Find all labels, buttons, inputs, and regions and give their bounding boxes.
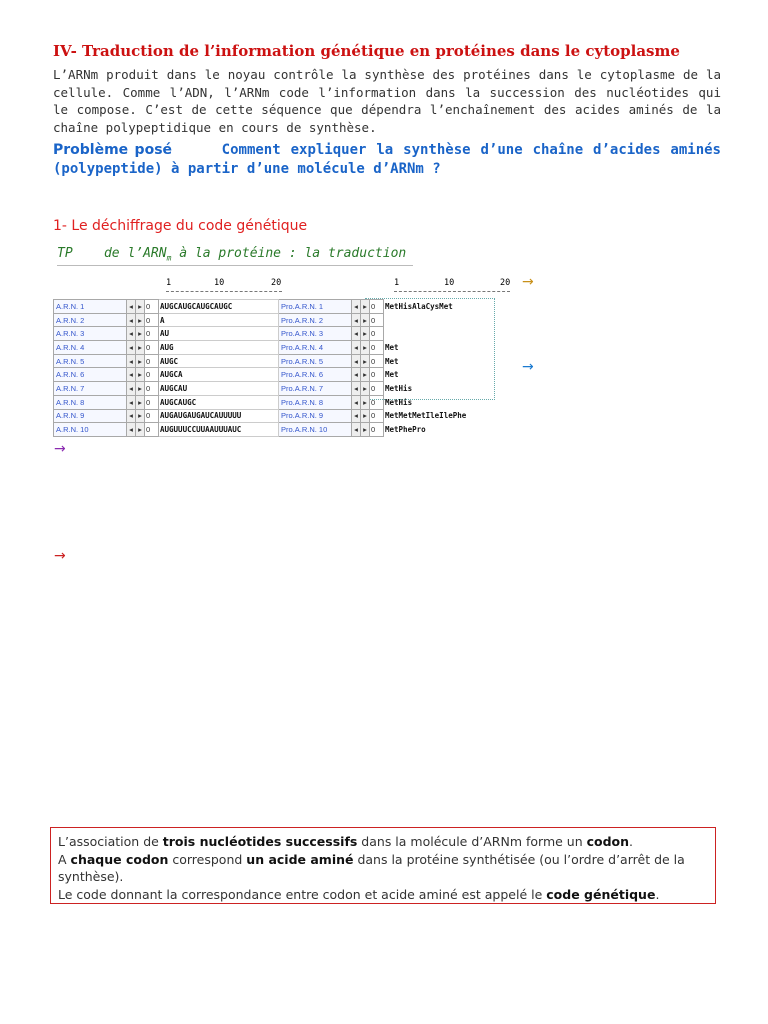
ruler-tick-20: 20 [500,278,511,288]
table-row [54,395,482,409]
text: A [58,851,71,867]
bold-text: trois nucléotides successifs [162,834,358,849]
text: correspond [168,851,247,867]
table-row [54,382,482,396]
subsection-title: 1- Le déchiffrage du code génétique [53,218,308,234]
scroll-left-button[interactable]: ◂ [352,327,361,341]
table-row [54,341,482,355]
tp-subscript: m [166,253,172,263]
protein-sequence: MetHisAlaCysMet [385,301,453,311]
scroll-left-button[interactable]: ◂ [127,327,136,341]
protein-sequence: MetMetMetIleIlePhe [385,411,467,421]
scroll-left-button[interactable]: ◂ [352,368,361,382]
arrow-icon: → [54,441,66,457]
position-value: 0 [370,382,384,396]
rna-sequence-field[interactable]: AUGCA [159,368,279,382]
position-value: 0 [145,300,159,314]
rna-sequence-field[interactable]: AUG [159,341,279,355]
rna-sequence-field[interactable]: AUGUUUCCUUAAUUUAUC [159,423,279,437]
protein-label: Pro.A.R.N. 6 [279,368,352,382]
ruler-tick-10: 10 [444,278,455,288]
rna-sequence-field[interactable]: A [159,313,279,327]
tp-text-after: à la protéine : la traduction [171,246,407,261]
text: . [629,834,634,849]
scroll-right-button[interactable]: ▸ [136,423,145,437]
scroll-right-button[interactable]: ▸ [361,423,370,437]
ruler-tick-20: 20 [271,278,282,288]
rna-sequence-field[interactable]: AU [159,327,279,341]
ruler-tick-1: 1 [166,278,172,288]
scroll-left-button[interactable]: ◂ [127,368,136,382]
arrow-icon: → [522,274,534,290]
ruler-right [394,278,510,290]
scroll-right-button[interactable]: ▸ [136,341,145,355]
position-value: 0 [370,341,384,355]
scroll-left-button[interactable]: ◂ [352,409,361,423]
scroll-right-button[interactable]: ▸ [361,327,370,341]
problem-label: Problème posé [53,142,173,158]
scroll-left-button[interactable]: ◂ [127,409,136,423]
protein-label: Pro.A.R.N. 10 [279,423,352,437]
text: Le code donnant la correspondance entre codon et acide aminé est appelé le [58,886,547,902]
scroll-left-button[interactable]: ◂ [352,313,361,327]
scroll-right-button[interactable]: ▸ [136,313,145,327]
scroll-right-button[interactable]: ▸ [361,382,370,396]
position-value: 0 [370,368,384,382]
conclusion-box [50,827,716,904]
protein-label: Pro.A.R.N. 2 [279,313,352,327]
scroll-left-button[interactable]: ◂ [352,423,361,437]
scroll-left-button[interactable]: ◂ [127,341,136,355]
rna-label: A.R.N. 3 [54,327,127,341]
rna-sequence-field[interactable]: AUGCAUGCAUGCAUGC [159,300,279,314]
protein-label: Pro.A.R.N. 3 [279,327,352,341]
scroll-left-button[interactable]: ◂ [127,300,136,314]
protein-sequence: Met [385,356,399,366]
position-value: 0 [370,300,384,314]
position-value: 0 [370,354,384,368]
protein-label: Pro.A.R.N. 8 [279,395,352,409]
conclusion-line-2 [58,851,708,886]
problem-question: Comment expliquer la synthèse d’une chaîne d’acides aminés (polypeptide) à partir d’une molécule d’ARNm ? [53,142,721,177]
conclusion-line-1 [58,833,708,851]
text: dans la molécule d’ARNm forme un [357,834,587,849]
position-value: 0 [145,313,159,327]
position-value: 0 [145,395,159,409]
arrow-icon: → [522,359,534,375]
protein-sequence [384,313,482,327]
protein-label: Pro.A.R.N. 4 [279,341,352,355]
ruler-tick-1: 1 [394,278,400,288]
rna-label: A.R.N. 5 [54,354,127,368]
scroll-right-button[interactable]: ▸ [361,354,370,368]
arrow-icon: → [54,548,66,564]
position-value: 0 [145,423,159,437]
protein-sequence: MetHis [385,397,413,407]
bold-text: codon [586,834,630,849]
table-row [54,313,482,327]
table-row [54,354,482,368]
protein-sequence: MetHis [385,383,413,393]
scroll-right-button[interactable]: ▸ [136,368,145,382]
ruler-left [166,278,280,290]
scroll-left-button[interactable]: ◂ [127,423,136,437]
position-value: 0 [145,327,159,341]
scroll-right-button[interactable]: ▸ [361,368,370,382]
table-row [54,423,482,437]
position-value: 0 [145,382,159,396]
scroll-right-button[interactable]: ▸ [361,409,370,423]
ruler-right-line [394,291,510,293]
protein-sequence: Met [385,370,399,380]
rna-sequence-field[interactable]: AUGCAU [159,382,279,396]
section-title: IV- Traduction de l’information génétique en protéines dans le cytoplasme [53,42,680,60]
position-value: 0 [145,341,159,355]
conclusion-line-3 [58,886,708,904]
text: dans la protéine synthétisée (ou l’ordre d’arrêt de la synthèse). [58,851,685,884]
protein-label: Pro.A.R.N. 7 [279,382,352,396]
scroll-left-button[interactable]: ◂ [352,300,361,314]
ruler-tick-10: 10 [214,278,225,288]
scroll-right-button[interactable]: ▸ [361,313,370,327]
rna-label: A.R.N. 6 [54,368,127,382]
scroll-left-button[interactable]: ◂ [127,313,136,327]
scroll-right-button[interactable]: ▸ [361,341,370,355]
scroll-right-button[interactable]: ▸ [361,300,370,314]
scroll-right-button[interactable]: ▸ [136,354,145,368]
bold-text: chaque codon [70,851,169,867]
text: L’association de [58,834,163,849]
rna-label: A.R.N. 7 [54,382,127,396]
tp-underline [57,265,413,266]
scroll-left-button[interactable]: ◂ [352,341,361,355]
scroll-left-button[interactable]: ◂ [352,395,361,409]
scroll-right-button[interactable]: ▸ [136,300,145,314]
protein-sequence [384,327,482,341]
scroll-left-button[interactable]: ◂ [127,395,136,409]
scroll-left-button[interactable]: ◂ [127,354,136,368]
table-row [54,409,482,423]
tp-title [57,246,406,263]
position-value: 0 [370,395,384,409]
scroll-right-button[interactable]: ▸ [136,382,145,396]
table-row [54,327,482,341]
rna-sequence-field[interactable]: AUGC [159,354,279,368]
scroll-right-button[interactable]: ▸ [361,395,370,409]
protein-label: Pro.A.R.N. 5 [279,354,352,368]
rna-sequence-field[interactable]: AUGCAUGC [159,395,279,409]
bold-text: un acide aminé [246,851,354,867]
scroll-left-button[interactable]: ◂ [352,382,361,396]
protein-sequence: MetPhePro [385,425,426,435]
table-row [54,300,482,314]
scroll-left-button[interactable]: ◂ [127,382,136,396]
rna-label: A.R.N. 4 [54,341,127,355]
position-value: 0 [370,423,384,437]
scroll-right-button[interactable]: ▸ [136,327,145,341]
table-row [54,368,482,382]
position-value: 0 [370,409,384,423]
scroll-left-button[interactable]: ◂ [352,354,361,368]
rna-label: A.R.N. 1 [54,300,127,314]
problem-statement [53,141,721,178]
rna-label: A.R.N. 8 [54,395,127,409]
protein-sequence: Met [385,342,399,352]
bold-text: code génétique [546,886,656,902]
rna-label: A.R.N. 9 [54,409,127,423]
intro-paragraph: L’ARNm produit dans le noyau contrôle la synthèse des protéines dans le cytoplasme de la cellule. Comme l’ADN, l’ARNm code l’information dans la succession des nucléotides qui le compose. C’est de cette séquence que dépendra l’enchaînement des acides aminés de la chaîne polypeptidique en cours de synthèse. [53,67,721,135]
position-value: 0 [370,313,384,327]
text: . [655,886,660,902]
protein-label: Pro.A.R.N. 1 [279,300,352,314]
ruler-left-line [166,291,282,293]
position-value: 0 [145,354,159,368]
rna-sequence-field[interactable]: AUGAUGAUGAUCAUUUUU [159,409,279,423]
rna-label: A.R.N. 2 [54,313,127,327]
position-value: 0 [145,409,159,423]
position-value: 0 [370,327,384,341]
scroll-right-button[interactable]: ▸ [136,395,145,409]
tp-text-before: de l’ARN [103,246,167,261]
position-value: 0 [145,368,159,382]
protein-label: Pro.A.R.N. 9 [279,409,352,423]
rna-label: A.R.N. 10 [54,423,127,437]
rna-table [53,299,482,437]
scroll-right-button[interactable]: ▸ [136,409,145,423]
tp-prefix: TP [57,246,73,261]
